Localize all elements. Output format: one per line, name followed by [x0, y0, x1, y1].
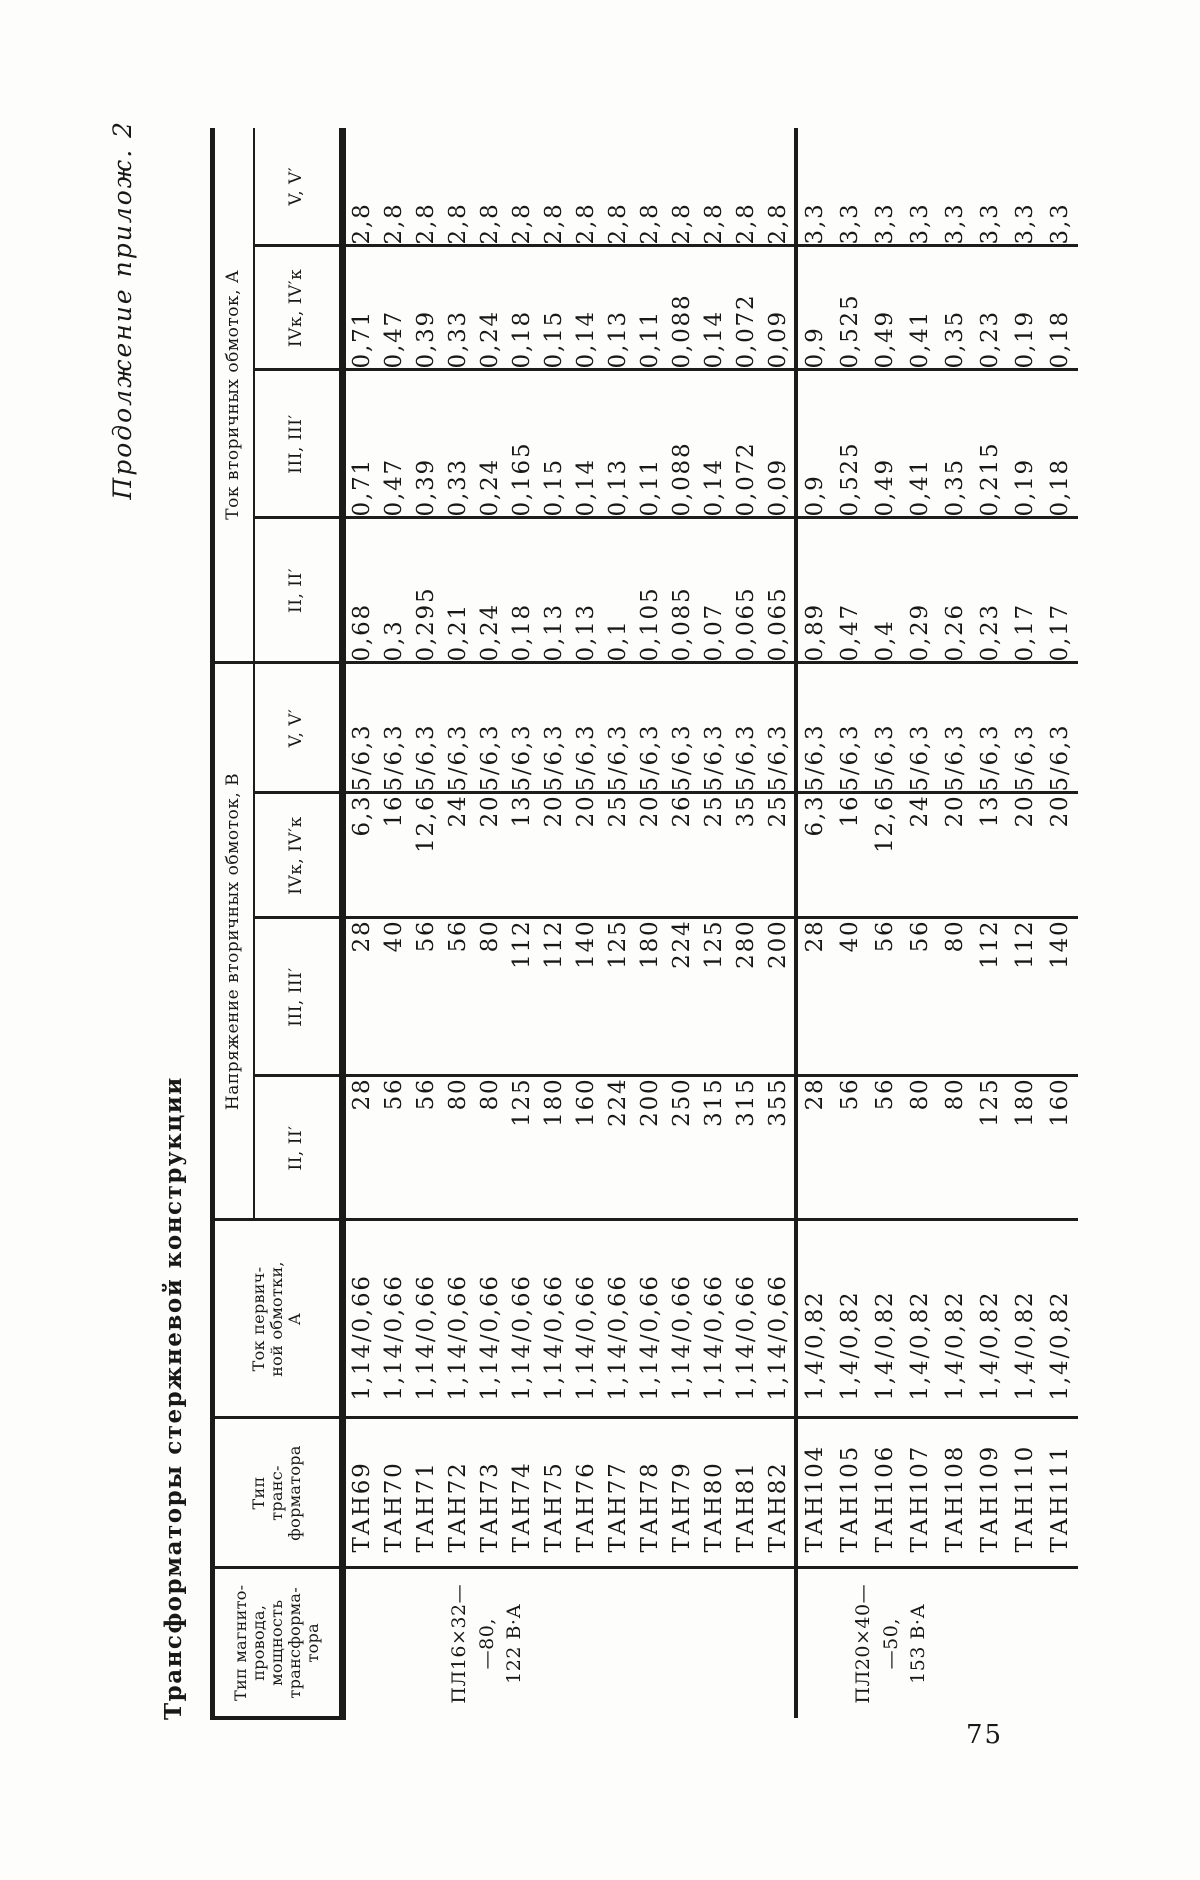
cell-voltage-II: 80 — [938, 1076, 973, 1220]
cell-voltage-V: 5/6,3 — [506, 663, 538, 793]
cell-voltage-III: 28 — [796, 918, 833, 1076]
cell-current-V: 2,8 — [762, 128, 796, 246]
cell-voltage-II: 56 — [833, 1076, 868, 1220]
header-secondary-current-group: Ток вторичных обмоток, А — [213, 128, 255, 663]
cell-current-V: 3,3 — [973, 128, 1008, 246]
cell-voltage-III: 56 — [442, 918, 474, 1076]
cell-current-V: 2,8 — [698, 128, 730, 246]
cell-voltage-II: 56 — [378, 1076, 410, 1220]
cell-current-IVk: 0,33 — [442, 246, 474, 370]
table-body-group-pl16 — [343, 128, 797, 1718]
cell-primary-current: 1,4/0,82 — [1043, 1220, 1078, 1418]
cell-voltage-V: 5/6,3 — [903, 663, 938, 793]
cell-current-V: 2,8 — [506, 128, 538, 246]
cell-current-II: 0,29 — [903, 518, 938, 663]
cell-voltage-V: 5/6,3 — [343, 663, 379, 793]
rotated-landscape-canvas — [100, 90, 1074, 1730]
cell-voltage-III: 56 — [903, 918, 938, 1076]
cell-current-IVk: 0,11 — [634, 246, 666, 370]
cell-primary-current: 1,14/0,66 — [666, 1220, 698, 1418]
subheader-voltage-III: III, III′ — [254, 918, 343, 1076]
table-row — [343, 128, 379, 1718]
cell-current-II: 0,065 — [730, 518, 762, 663]
table-row — [973, 128, 1008, 1718]
cell-transformer-type: ТАН109 — [973, 1418, 1008, 1568]
cell-primary-current: 1,4/0,82 — [903, 1220, 938, 1418]
cell-voltage-II: 28 — [343, 1076, 379, 1220]
table-row — [730, 128, 762, 1718]
subheader-current-IVk: IVк, IV′к — [254, 246, 343, 370]
cell-voltage-IVk: 20 — [634, 793, 666, 918]
cell-voltage-III: 180 — [634, 918, 666, 1076]
cell-voltage-II: 355 — [762, 1076, 796, 1220]
cell-current-IVk: 0,525 — [833, 246, 868, 370]
cell-current-IVk: 0,18 — [506, 246, 538, 370]
cell-current-II: 0,17 — [1008, 518, 1043, 663]
cell-current-III: 0,47 — [378, 370, 410, 518]
cell-voltage-III: 224 — [666, 918, 698, 1076]
cell-primary-current: 1,14/0,66 — [634, 1220, 666, 1418]
subheader-current-II: II, II′ — [254, 518, 343, 663]
table-row — [634, 128, 666, 1718]
table-row — [796, 128, 833, 1718]
cell-transformer-type: ТАН77 — [602, 1418, 634, 1568]
cell-current-II: 0,295 — [410, 518, 442, 663]
table-row — [602, 128, 634, 1718]
table-row — [903, 128, 938, 1718]
cell-current-III: 0,49 — [868, 370, 903, 518]
cell-voltage-IVk: 12,6 — [410, 793, 442, 918]
cell-current-IVk: 0,072 — [730, 246, 762, 370]
table-row — [698, 128, 730, 1718]
table-row — [442, 128, 474, 1718]
cell-voltage-III: 80 — [474, 918, 506, 1076]
cell-current-IVk: 0,13 — [602, 246, 634, 370]
cell-current-III: 0,09 — [762, 370, 796, 518]
cell-primary-current: 1,14/0,66 — [762, 1220, 796, 1418]
appendix-continuation-caption: Продолжение прилож. 2 — [108, 120, 137, 500]
cell-transformer-type: ТАН105 — [833, 1418, 868, 1568]
table-title: Трансформаторы стержневой конструкции — [160, 1076, 187, 1720]
cell-current-V: 2,8 — [442, 128, 474, 246]
cell-current-IVk: 0,24 — [474, 246, 506, 370]
table-row — [868, 128, 903, 1718]
cell-voltage-II: 224 — [602, 1076, 634, 1220]
cell-voltage-III: 80 — [938, 918, 973, 1076]
cell-current-IVk: 0,49 — [868, 246, 903, 370]
table-row — [506, 128, 538, 1718]
cell-current-II: 0,17 — [1043, 518, 1078, 663]
cell-primary-current: 1,14/0,66 — [730, 1220, 762, 1418]
cell-current-V: 2,8 — [602, 128, 634, 246]
cell-current-V: 2,8 — [570, 128, 602, 246]
cell-voltage-IVk: 13 — [973, 793, 1008, 918]
table-row — [570, 128, 602, 1718]
cell-voltage-II: 125 — [506, 1076, 538, 1220]
cell-current-IVk: 0,39 — [410, 246, 442, 370]
cell-current-II: 0,18 — [506, 518, 538, 663]
table-row — [1043, 128, 1078, 1718]
cell-primary-current: 1,14/0,66 — [474, 1220, 506, 1418]
cell-voltage-IVk: 20 — [538, 793, 570, 918]
cell-voltage-III: 280 — [730, 918, 762, 1076]
cell-current-II: 0,1 — [602, 518, 634, 663]
subheader-current-III: III, III′ — [254, 370, 343, 518]
cell-voltage-II: 160 — [570, 1076, 602, 1220]
cell-core-type-power: ПЛ16×32— —80, 122 В·А — [448, 1583, 526, 1704]
cell-current-V: 3,3 — [833, 128, 868, 246]
cell-transformer-type: ТАН73 — [474, 1418, 506, 1568]
cell-transformer-type: ТАН108 — [938, 1418, 973, 1568]
cell-transformer-type: ТАН69 — [343, 1418, 379, 1568]
cell-current-II: 0,4 — [868, 518, 903, 663]
cell-voltage-IVk: 25 — [602, 793, 634, 918]
cell-voltage-II: 200 — [634, 1076, 666, 1220]
cell-current-V: 3,3 — [1043, 128, 1078, 246]
cell-current-II: 0,24 — [474, 518, 506, 663]
cell-voltage-II: 56 — [410, 1076, 442, 1220]
subheader-voltage-II: II, II′ — [254, 1076, 343, 1220]
cell-transformer-type: ТАН75 — [538, 1418, 570, 1568]
cell-current-V: 2,8 — [378, 128, 410, 246]
cell-transformer-type: ТАН82 — [762, 1418, 796, 1568]
cell-voltage-V: 5/6,3 — [796, 663, 833, 793]
cell-transformer-type: ТАН81 — [730, 1418, 762, 1568]
cell-transformer-type: ТАН106 — [868, 1418, 903, 1568]
cell-voltage-III: 112 — [538, 918, 570, 1076]
cell-voltage-II: 56 — [868, 1076, 903, 1220]
cell-current-V: 2,8 — [730, 128, 762, 246]
cell-primary-current: 1,14/0,66 — [442, 1220, 474, 1418]
cell-transformer-type: ТАН104 — [796, 1418, 833, 1568]
cell-primary-current: 1,4/0,82 — [796, 1220, 833, 1418]
cell-primary-current: 1,4/0,82 — [1008, 1220, 1043, 1418]
cell-voltage-IVk: 16 — [378, 793, 410, 918]
cell-current-III: 0,33 — [442, 370, 474, 518]
cell-current-II: 0,07 — [698, 518, 730, 663]
cell-voltage-IVk: 20 — [1043, 793, 1078, 918]
cell-current-II: 0,89 — [796, 518, 833, 663]
cell-current-III: 0,19 — [1008, 370, 1043, 518]
cell-current-III: 0,525 — [833, 370, 868, 518]
cell-current-III: 0,11 — [634, 370, 666, 518]
table-row — [762, 128, 796, 1718]
cell-voltage-III: 112 — [506, 918, 538, 1076]
cell-current-V: 3,3 — [938, 128, 973, 246]
cell-current-III: 0,71 — [343, 370, 379, 518]
cell-current-II: 0,3 — [378, 518, 410, 663]
cell-current-III: 0,072 — [730, 370, 762, 518]
cell-current-III: 0,165 — [506, 370, 538, 518]
table-row — [538, 128, 570, 1718]
subheader-current-V: V, V′ — [254, 128, 343, 246]
page-number: 75 — [966, 1720, 1004, 1750]
cell-current-III: 0,24 — [474, 370, 506, 518]
cell-current-III: 0,215 — [973, 370, 1008, 518]
header-core-type: Тип магнито- провода, мощность трансформа- тора — [213, 1568, 343, 1718]
header-transformer-type: Тип транс- форматора — [213, 1418, 343, 1568]
cell-voltage-V: 5/6,3 — [1008, 663, 1043, 793]
cell-voltage-IVk: 25 — [762, 793, 796, 918]
cell-voltage-II: 180 — [538, 1076, 570, 1220]
cell-current-V: 2,8 — [474, 128, 506, 246]
cell-current-III: 0,13 — [602, 370, 634, 518]
table-row — [474, 128, 506, 1718]
cell-current-III: 0,9 — [796, 370, 833, 518]
cell-transformer-type: ТАН110 — [1008, 1418, 1043, 1568]
cell-transformer-type: ТАН107 — [903, 1418, 938, 1568]
cell-current-IVk: 0,088 — [666, 246, 698, 370]
cell-voltage-V: 5/6,3 — [730, 663, 762, 793]
cell-voltage-III: 125 — [602, 918, 634, 1076]
cell-current-V: 3,3 — [903, 128, 938, 246]
cell-primary-current: 1,4/0,82 — [938, 1220, 973, 1418]
cell-transformer-type: ТАН111 — [1043, 1418, 1078, 1568]
header-primary-current: Ток первич- ной обмотки, А — [213, 1220, 343, 1418]
subheader-voltage-V: V, V′ — [254, 663, 343, 793]
cell-current-V: 2,8 — [666, 128, 698, 246]
cell-voltage-II: 315 — [698, 1076, 730, 1220]
cell-current-II: 0,085 — [666, 518, 698, 663]
cell-voltage-III: 56 — [868, 918, 903, 1076]
cell-voltage-IVk: 16 — [833, 793, 868, 918]
cell-primary-current: 1,14/0,66 — [410, 1220, 442, 1418]
cell-voltage-V: 5/6,3 — [698, 663, 730, 793]
cell-voltage-II: 80 — [903, 1076, 938, 1220]
cell-current-IVk: 0,35 — [938, 246, 973, 370]
cell-voltage-IVk: 24 — [903, 793, 938, 918]
cell-voltage-IVk: 6,3 — [343, 793, 379, 918]
cell-primary-current: 1,14/0,66 — [698, 1220, 730, 1418]
cell-current-II: 0,21 — [442, 518, 474, 663]
table-row — [410, 128, 442, 1718]
cell-transformer-type: ТАН76 — [570, 1418, 602, 1568]
cell-voltage-IVk: 20 — [1008, 793, 1043, 918]
cell-current-II: 0,065 — [762, 518, 796, 663]
cell-voltage-II: 160 — [1043, 1076, 1078, 1220]
cell-voltage-V: 5/6,3 — [602, 663, 634, 793]
transformer-spec-table — [210, 128, 1078, 1720]
cell-current-IVk: 0,14 — [698, 246, 730, 370]
cell-voltage-V: 5/6,3 — [938, 663, 973, 793]
cell-voltage-III: 140 — [570, 918, 602, 1076]
cell-voltage-III: 40 — [833, 918, 868, 1076]
cell-current-IVk: 0,09 — [762, 246, 796, 370]
cell-voltage-V: 5/6,3 — [570, 663, 602, 793]
cell-voltage-II: 315 — [730, 1076, 762, 1220]
cell-core-type-power: ПЛ20×40— —50, 153 В·А — [796, 1568, 1078, 1718]
cell-voltage-V: 5/6,3 — [538, 663, 570, 793]
header-secondary-voltage-group: Напряжение вторичных обмоток, В — [213, 663, 255, 1220]
cell-voltage-V: 5/6,3 — [378, 663, 410, 793]
cell-voltage-IVk: 26 — [666, 793, 698, 918]
cell-voltage-V: 5/6,3 — [634, 663, 666, 793]
cell-voltage-V: 5/6,3 — [868, 663, 903, 793]
cell-current-IVk: 0,23 — [973, 246, 1008, 370]
cell-primary-current: 1,14/0,66 — [378, 1220, 410, 1418]
cell-transformer-type: ТАН79 — [666, 1418, 698, 1568]
cell-primary-current: 1,14/0,66 — [602, 1220, 634, 1418]
cell-voltage-V: 5/6,3 — [410, 663, 442, 793]
cell-primary-current: 1,14/0,66 — [343, 1220, 379, 1418]
cell-voltage-IVk: 6,3 — [796, 793, 833, 918]
cell-current-IVk: 0,15 — [538, 246, 570, 370]
cell-current-IVk: 0,14 — [570, 246, 602, 370]
cell-transformer-type: ТАН74 — [506, 1418, 538, 1568]
cell-current-IVk: 0,19 — [1008, 246, 1043, 370]
cell-transformer-type: ТАН78 — [634, 1418, 666, 1568]
cell-voltage-III: 112 — [1008, 918, 1043, 1076]
cell-current-IVk: 0,41 — [903, 246, 938, 370]
cell-voltage-II: 180 — [1008, 1076, 1043, 1220]
subheader-voltage-IVk: IVк, IV′к — [254, 793, 343, 918]
cell-voltage-IVk: 25 — [698, 793, 730, 918]
cell-current-V: 2,8 — [410, 128, 442, 246]
cell-voltage-III: 140 — [1043, 918, 1078, 1076]
cell-primary-current: 1,14/0,66 — [506, 1220, 538, 1418]
cell-voltage-II: 125 — [973, 1076, 1008, 1220]
cell-current-II: 0,105 — [634, 518, 666, 663]
cell-voltage-V: 5/6,3 — [666, 663, 698, 793]
cell-transformer-type: ТАН80 — [698, 1418, 730, 1568]
table-body-group-pl20 — [796, 128, 1078, 1718]
cell-current-III: 0,39 — [410, 370, 442, 518]
cell-current-III: 0,18 — [1043, 370, 1078, 518]
cell-current-IVk: 0,71 — [343, 246, 379, 370]
cell-voltage-IVk: 35 — [730, 793, 762, 918]
cell-current-IVk: 0,18 — [1043, 246, 1078, 370]
cell-voltage-V: 5/6,3 — [973, 663, 1008, 793]
cell-voltage-IVk: 24 — [442, 793, 474, 918]
cell-primary-current: 1,4/0,82 — [973, 1220, 1008, 1418]
cell-voltage-II: 80 — [474, 1076, 506, 1220]
cell-voltage-IVk: 20 — [938, 793, 973, 918]
cell-voltage-IVk: 13 — [506, 793, 538, 918]
cell-transformer-type: ТАН70 — [378, 1418, 410, 1568]
cell-current-V: 3,3 — [1008, 128, 1043, 246]
cell-current-IVk: 0,9 — [796, 246, 833, 370]
cell-voltage-II: 80 — [442, 1076, 474, 1220]
cell-current-III: 0,35 — [938, 370, 973, 518]
table-header — [213, 128, 343, 1718]
table-row — [378, 128, 410, 1718]
cell-voltage-III: 112 — [973, 918, 1008, 1076]
cell-voltage-III: 56 — [410, 918, 442, 1076]
cell-voltage-II: 28 — [796, 1076, 833, 1220]
cell-current-II: 0,47 — [833, 518, 868, 663]
table-row — [938, 128, 973, 1718]
cell-current-V: 3,3 — [796, 128, 833, 246]
cell-voltage-IVk: 20 — [474, 793, 506, 918]
cell-current-V: 2,8 — [634, 128, 666, 246]
cell-transformer-type: ТАН71 — [410, 1418, 442, 1568]
cell-primary-current: 1,4/0,82 — [868, 1220, 903, 1418]
cell-voltage-V: 5/6,3 — [833, 663, 868, 793]
cell-current-IVk: 0,47 — [378, 246, 410, 370]
cell-voltage-III: 125 — [698, 918, 730, 1076]
cell-current-V: 2,8 — [538, 128, 570, 246]
cell-current-III: 0,14 — [698, 370, 730, 518]
table-row — [1008, 128, 1043, 1718]
cell-current-II: 0,68 — [343, 518, 379, 663]
cell-voltage-V: 5/6,3 — [762, 663, 796, 793]
cell-voltage-III: 200 — [762, 918, 796, 1076]
cell-current-II: 0,13 — [570, 518, 602, 663]
cell-voltage-III: 40 — [378, 918, 410, 1076]
cell-voltage-III: 28 — [343, 918, 379, 1076]
cell-current-III: 0,15 — [538, 370, 570, 518]
cell-current-II: 0,26 — [938, 518, 973, 663]
cell-voltage-V: 5/6,3 — [442, 663, 474, 793]
cell-voltage-IVk: 12,6 — [868, 793, 903, 918]
cell-voltage-V: 5/6,3 — [1043, 663, 1078, 793]
cell-current-V: 3,3 — [868, 128, 903, 246]
cell-primary-current: 1,14/0,66 — [538, 1220, 570, 1418]
cell-current-III: 0,088 — [666, 370, 698, 518]
table-row — [666, 128, 698, 1718]
cell-current-III: 0,14 — [570, 370, 602, 518]
cell-current-II: 0,23 — [973, 518, 1008, 663]
cell-current-III: 0,41 — [903, 370, 938, 518]
cell-voltage-IVk: 20 — [570, 793, 602, 918]
cell-primary-current: 1,4/0,82 — [833, 1220, 868, 1418]
cell-current-V: 2,8 — [343, 128, 379, 246]
cell-voltage-V: 5/6,3 — [474, 663, 506, 793]
cell-voltage-II: 250 — [666, 1076, 698, 1220]
cell-current-II: 0,13 — [538, 518, 570, 663]
table-row — [833, 128, 868, 1718]
cell-transformer-type: ТАН72 — [442, 1418, 474, 1568]
cell-primary-current: 1,14/0,66 — [570, 1220, 602, 1418]
